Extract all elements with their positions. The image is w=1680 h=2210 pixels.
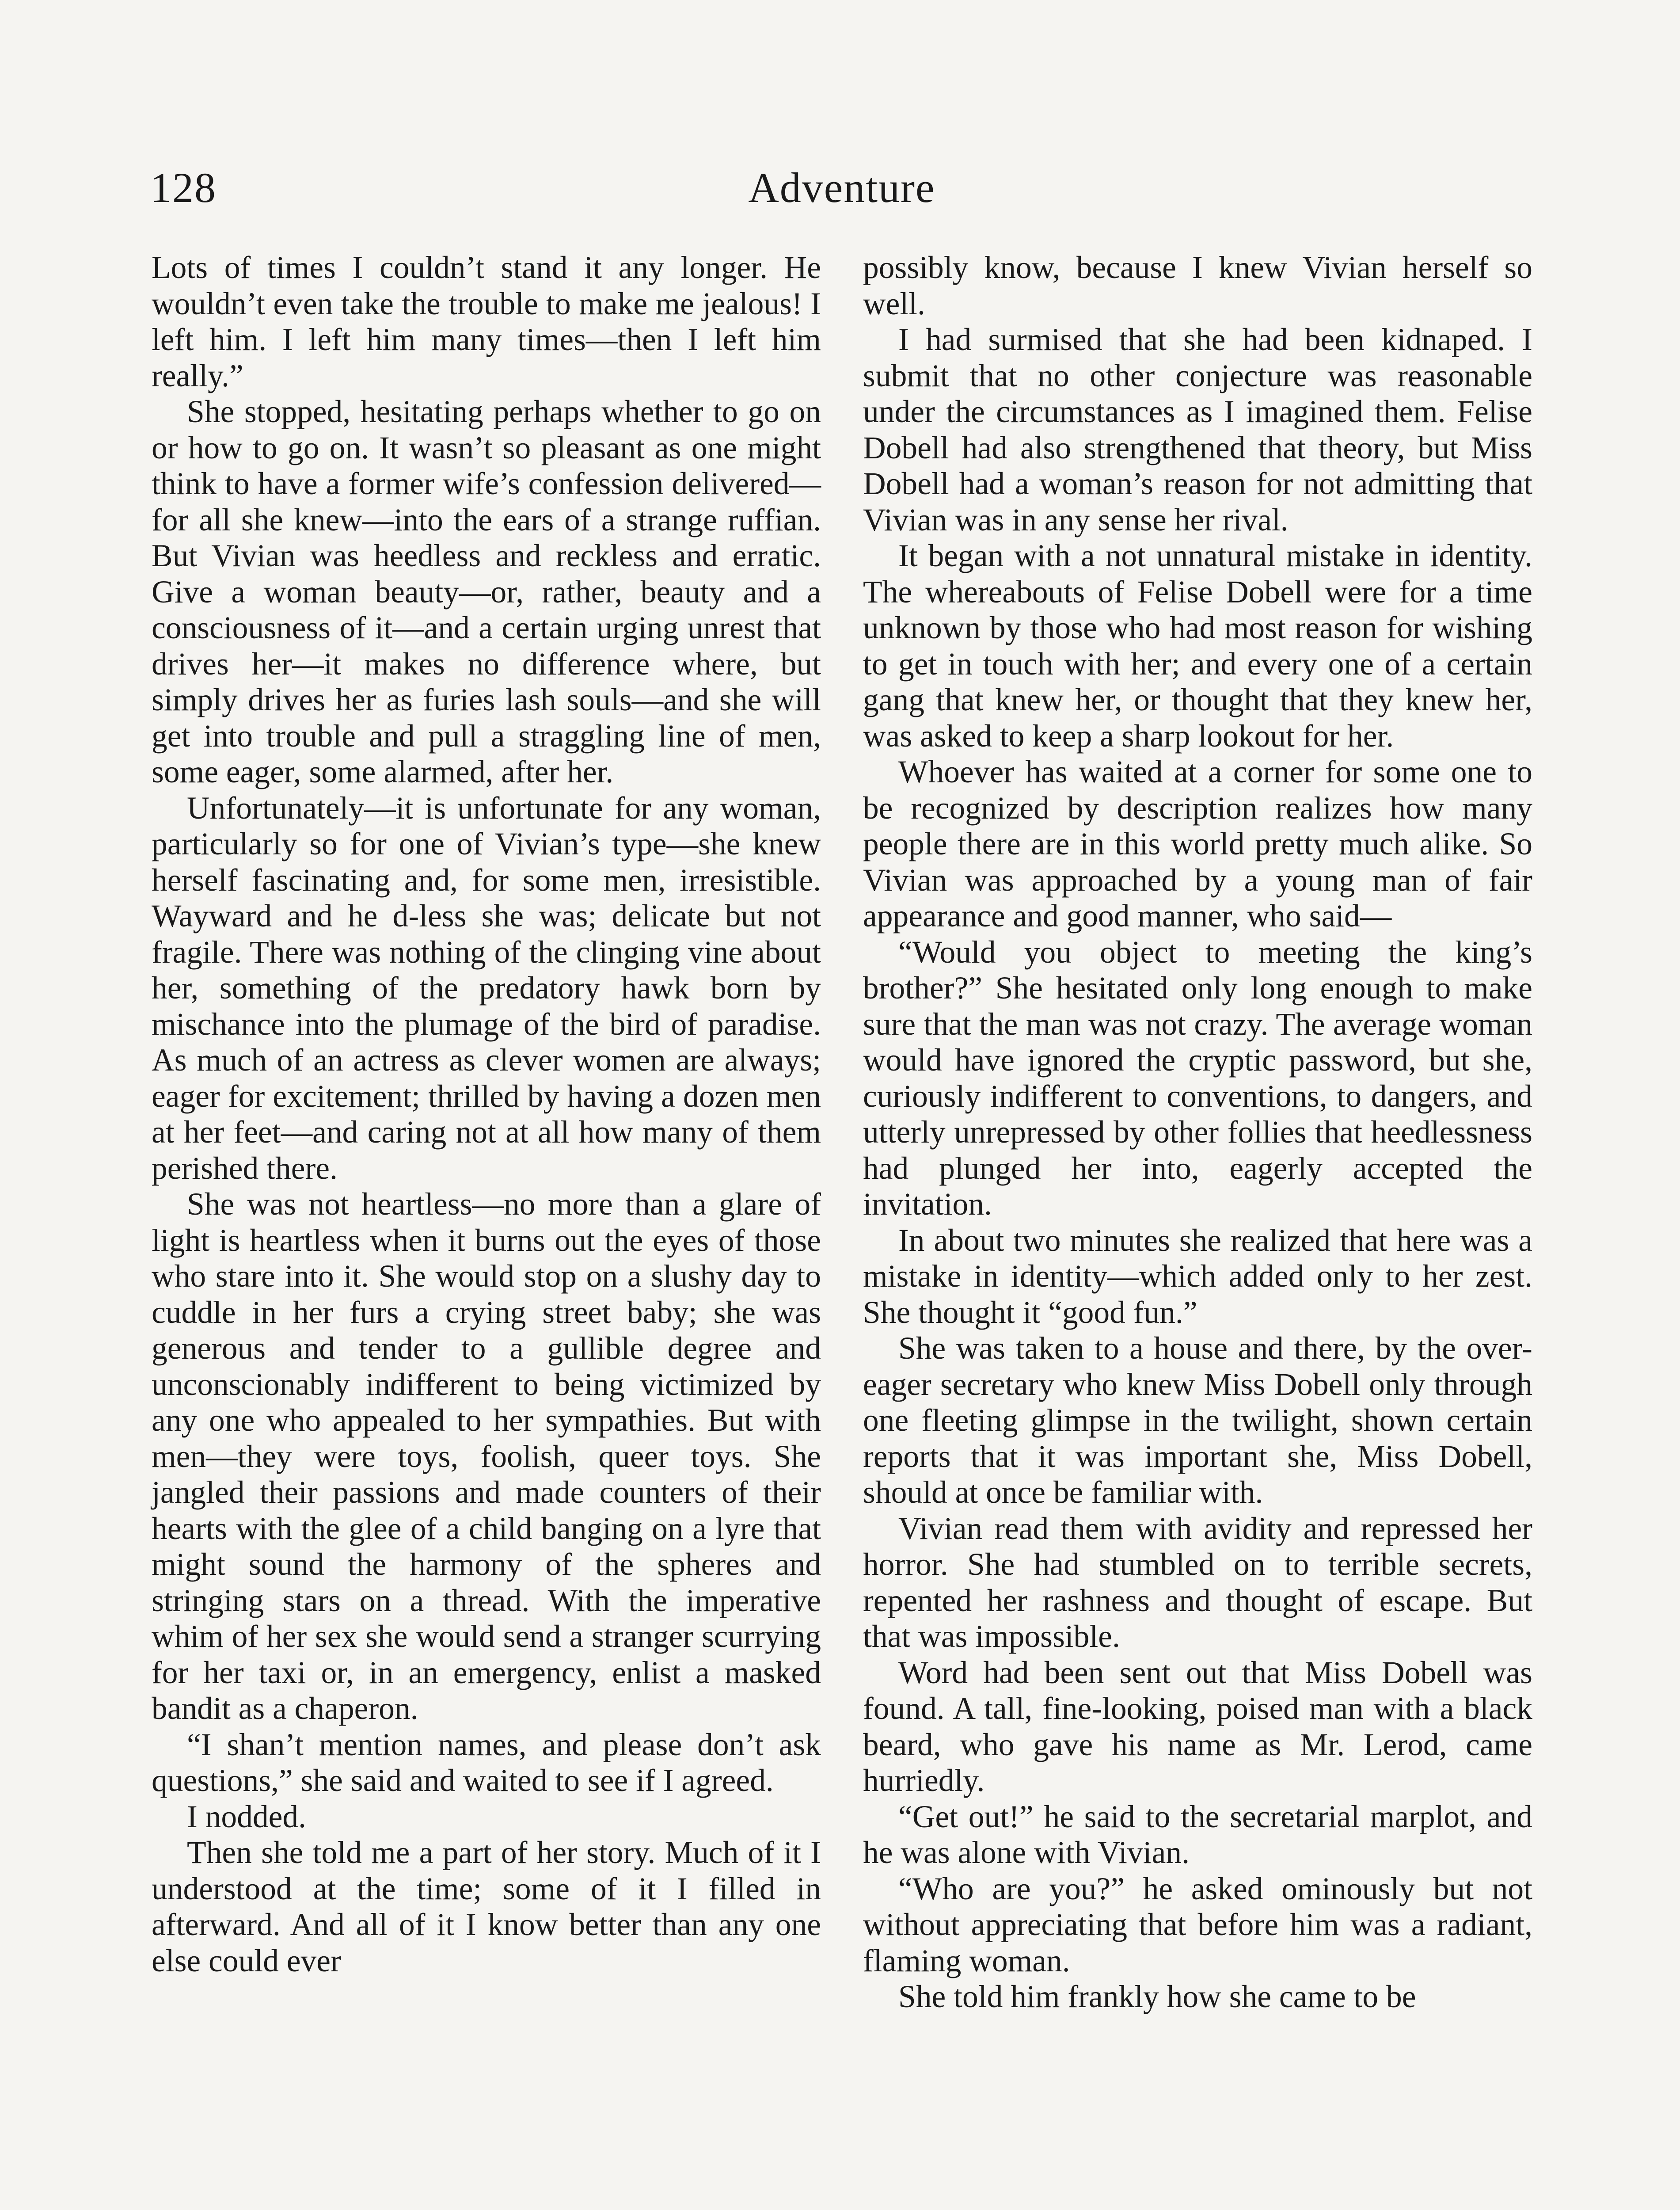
paragraph: She stopped, hesitating perhaps whether to go on or how to go on. It wasn’t so pleasant as one might think to have a former wife’s confession delivered—for all she knew—into the ears of a strange ruffian. But Vivian was heedless and reckless and erratic. Give a woman beauty—or, rather, beauty and a consciousness of it—and a certain urging unrest that drives her—it makes no difference where, but simply drives her as furies lash souls—and she will get into trouble and pull a straggling line of men, some eager, some alarmed, after her. <box>152 394 821 789</box>
right-column <box>863 250 1532 2015</box>
paragraph: “Who are you?” he asked ominously but not without appreciating that before him was a radiant, flaming woman. <box>863 1871 1532 1978</box>
running-title: Adventure <box>748 164 935 211</box>
paragraph: “Get out!” he said to the secretarial marplot, and he was alone with Vivian. <box>863 1799 1532 1870</box>
paragraph: She was not heartless—no more than a glare of light is heartless when it burns out the eyes of those who stare into it. She would stop on a slushy day to cuddle in her furs a crying street baby; she was generous and tender to a gullible degree and unconscionably indifferent to being victimized by any one who appealed to her sympathies. But with men—they were toys, foolish, queer toys. She jangled their passions and made counters of their hearts with the glee of a child banging on a lyre that might sound the harmony of the spheres and stringing stars on a thread. With the imperative whim of her sex she would send a stranger scurrying for her taxi or, in an emergency, enlist a masked bandit as a chaperon. <box>152 1187 821 1726</box>
paragraph: In about two minutes she realized that here was a mistake in identity—which added only to her zest. She thought it “good fun.” <box>863 1223 1532 1330</box>
paragraph: Word had been sent out that Miss Dobell was found. A tall, fine-looking, poised man with a black beard, who gave his name as Mr. Lerod, came hurriedly. <box>863 1655 1532 1798</box>
paragraph: It began with a not unnatural mistake in identity. The whereabouts of Felise Dobell were for a time unknown by those who had most reason for wishing to get in touch with her; and every one of a certain gang that knew her, or thought that they knew her, was asked to keep a sharp lookout for her. <box>863 538 1532 754</box>
paragraph: Unfortunately—it is unfortunate for any woman, particularly so for one of Vivian’s type—she knew herself fascinating and, for some men, irresistible. Wayward and he d-less she was; delicate but not fragile. There was nothing of the clinging vine about her, something of the predatory hawk born by mischance into the plumage of the bird of paradise. As much of an actress as clever women are always; eager for excitement; thrilled by having a dozen men at her feet—and caring not at all how many of them perished there. <box>152 790 821 1186</box>
paragraph: “I shan’t mention names, and please don’t ask questions,” she said and waited to see if I agreed. <box>152 1727 821 1798</box>
paragraph: Lots of times I couldn’t stand it any longer. He wouldn’t even take the trouble to make me jealous! I left him. I left him many times—then I left him really.” <box>152 250 821 393</box>
paragraph: possibly know, because I knew Vivian herself so well. <box>863 250 1532 321</box>
paragraph: Whoever has waited at a corner for some one to be recognized by description realizes how many people there are in this world pretty much alike. So Vivian was approached by a young man of fair appearance and good manner, who said— <box>863 754 1532 934</box>
page-number: 128 <box>150 164 217 211</box>
paragraph: I had surmised that she had been kidnaped. I submit that no other conjecture was reasonable under the circumstances as I imagined them. Felise Dobell had also strengthened that theory, but Miss Dobell had a woman’s reason for not admitting that Vivian was in any sense her rival. <box>863 322 1532 537</box>
paragraph: I nodded. <box>187 1799 307 1834</box>
page-header <box>150 157 1533 219</box>
paragraph: “Would you object to meeting the king’s brother?” She hesitated only long enough to make sure that the man was not crazy. The average woman would have ignored the cryptic password, but she, curiously indifferent to conventions, to dangers, and utterly unrepressed by other follies that heedlessness had plunged her into, eagerly accepted the invitation. <box>863 934 1532 1222</box>
paragraph: Then she told me a part of her story. Much of it I understood at the time; some of it I filled in afterward. And all of it I know better than any one else could ever <box>152 1835 821 1978</box>
paragraph: She told him frankly how she came to be <box>898 1979 1416 2014</box>
left-column <box>152 250 821 1979</box>
paragraph: Vivian read them with avidity and repressed her horror. She had stumbled on to terrible secrets, repented her rashness and thought of escape. But that was impossible. <box>863 1511 1532 1654</box>
paragraph: She was taken to a house and there, by the over-eager secretary who knew Miss Dobell only through one fleeting glimpse in the twilight, shown certain reports that it was important she, Miss Dobell, should at once be familiar with. <box>863 1331 1532 1510</box>
